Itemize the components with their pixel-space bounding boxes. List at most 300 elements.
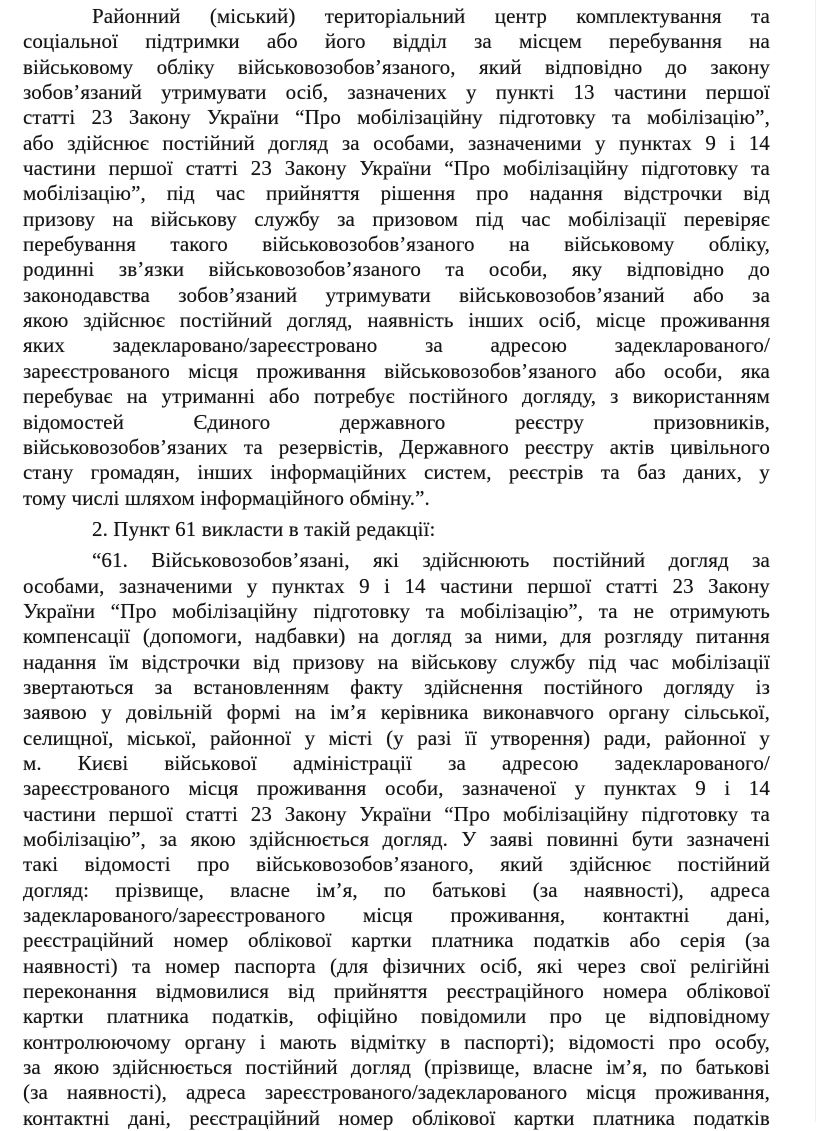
word: військовозобов’язаного, [256, 852, 474, 877]
text-line [23, 156, 770, 181]
word: родинні [23, 257, 95, 282]
word: і [724, 776, 731, 801]
word: догляд [391, 624, 452, 649]
word: військової [164, 750, 257, 775]
word: по [383, 877, 406, 902]
word: сільської, [684, 700, 770, 725]
word: призову [292, 649, 365, 674]
word: адресою [501, 750, 579, 775]
word: здійснює [569, 852, 652, 877]
word: утримувати [325, 282, 431, 307]
word: обліку, [708, 232, 770, 257]
word: за [752, 548, 770, 573]
word: пунктах [603, 776, 677, 801]
word: надання [529, 181, 603, 206]
word: першої [527, 573, 592, 598]
word: заяві [489, 827, 534, 851]
text-line: тому числі шляхом інформаційного обміну.”. [23, 485, 430, 510]
word: мають [279, 1029, 337, 1054]
word: яку [571, 257, 603, 282]
word: відмітку [350, 1029, 427, 1054]
word: м. [23, 750, 42, 775]
word: підготовку [498, 105, 596, 130]
word: і [384, 573, 391, 598]
word: податків [533, 928, 610, 953]
word: до [748, 257, 770, 282]
word: проживання [256, 358, 366, 383]
word: та [751, 4, 770, 28]
text-line [23, 574, 770, 599]
word: ім’я, [316, 877, 358, 902]
word: (за [532, 877, 558, 902]
word: адресою [490, 333, 567, 358]
word: проживання [256, 776, 367, 801]
word: особи, [384, 776, 444, 801]
word: зазначеними [467, 130, 582, 155]
word: проживання [660, 308, 770, 333]
word: соціальної [23, 29, 119, 54]
word: постійний [179, 308, 273, 333]
word: постійний [677, 852, 770, 877]
word: і [259, 1029, 266, 1054]
word: та [750, 156, 770, 181]
text-line [23, 359, 770, 384]
word: на [508, 232, 530, 257]
word: особи, [488, 257, 548, 282]
word: для [560, 624, 592, 649]
word: про [476, 181, 509, 206]
scan-edge-artifact [815, 0, 816, 1122]
word: органу [608, 700, 670, 725]
text-line [23, 384, 770, 409]
word: здійснюють [422, 548, 530, 573]
text-line: 2. Пункт 61 викласти в такій редакції: [92, 516, 436, 541]
word: паспорта [234, 953, 316, 978]
word: органу [184, 1029, 246, 1054]
word: стану [23, 460, 74, 485]
text-line [23, 903, 770, 928]
text-line [23, 80, 770, 105]
word: догляд. [382, 827, 448, 851]
word: центр [494, 4, 547, 28]
text-line [23, 232, 770, 257]
word: зареєстрованого [23, 776, 170, 801]
word: повинні [546, 827, 619, 851]
word: постійного [408, 384, 508, 409]
text-line [23, 257, 770, 282]
word: зобов’язаний [23, 80, 142, 105]
word: відповідному [649, 1004, 770, 1029]
word: проживання, [655, 1080, 770, 1105]
word: військову [150, 206, 237, 231]
word: у [466, 80, 477, 105]
word: 23 [672, 573, 694, 598]
word: розгляду [604, 624, 684, 649]
word: особу, [714, 1029, 770, 1054]
word: 23 [250, 156, 272, 181]
word: потребує [313, 384, 395, 409]
word: відомості [568, 1029, 655, 1054]
word: перебування [23, 232, 136, 257]
word: мобілізацію”, [647, 105, 770, 130]
word: із [755, 674, 770, 699]
word: пункті [495, 80, 555, 105]
word: (за [23, 1080, 48, 1105]
word: якою [190, 827, 236, 851]
text-line [23, 435, 770, 460]
word: якою [23, 308, 69, 333]
word: догляд, [287, 308, 353, 333]
text-line [23, 700, 770, 725]
word: по [660, 1055, 683, 1080]
word: задекларованого/ [614, 750, 770, 775]
word: час [215, 181, 246, 206]
word: зазначеними [118, 573, 233, 598]
word: це [605, 1004, 626, 1029]
text-line [23, 878, 770, 903]
word: який [478, 54, 522, 79]
word: та [445, 257, 465, 282]
word: цивільного [670, 434, 770, 459]
word: мобілізацію”, [460, 598, 584, 623]
word: догляд [268, 130, 329, 155]
text-line [23, 1004, 770, 1029]
text-line [23, 181, 770, 206]
word: надання [23, 649, 97, 674]
word: не [633, 598, 655, 623]
word: платника [106, 1004, 189, 1029]
word: військову [411, 649, 498, 674]
word: на [112, 206, 134, 231]
word: у [304, 725, 316, 750]
word: здійснення [424, 674, 523, 699]
word: місце [596, 308, 646, 333]
word: за [154, 674, 173, 699]
word: мобілізації [671, 649, 770, 674]
word: рішення [380, 181, 456, 206]
word: яка [740, 358, 770, 383]
word: прийняття [333, 979, 428, 1004]
word: 9 [695, 776, 706, 801]
word: здійснює [83, 308, 165, 333]
word: постійний [245, 1055, 338, 1080]
word: ім’я, [605, 1055, 648, 1080]
word: дані, [727, 903, 770, 928]
word: актів [609, 434, 655, 459]
word: у [759, 460, 770, 485]
word: задекларованого/ [614, 333, 770, 358]
word: місця [362, 903, 413, 928]
word: реєстраційний [23, 928, 154, 953]
word: “Про [295, 105, 341, 130]
word: номер [338, 1105, 394, 1130]
text-line [23, 1106, 770, 1131]
word: час [629, 649, 659, 674]
word: постійний [162, 130, 255, 155]
text-line [23, 1080, 770, 1105]
word: частини [23, 156, 96, 181]
word: час [520, 206, 551, 231]
word: їм [109, 649, 129, 674]
word: територіальний [324, 4, 466, 28]
text-line [23, 460, 770, 485]
word: військовозобов’язаний [459, 282, 665, 307]
text-line [23, 333, 770, 358]
word: за [752, 282, 770, 307]
text-line [23, 55, 770, 80]
text-line [23, 4, 770, 29]
word: систем, [423, 460, 492, 485]
word: ради, [603, 725, 652, 750]
text-line [23, 1030, 770, 1055]
word: та [425, 598, 445, 623]
text-line [23, 751, 770, 776]
word: за [473, 29, 492, 54]
word: за [464, 624, 483, 649]
word: на [126, 384, 148, 409]
word: у [595, 130, 606, 155]
word: 9 [359, 573, 370, 598]
word: адміністрації [293, 750, 413, 775]
word: військовозобов’язаного [384, 358, 597, 383]
word: “Про [444, 801, 491, 826]
word: який [500, 852, 543, 877]
word: резервістів, [278, 434, 384, 459]
word: інших [197, 460, 253, 485]
word: мобілізаційну [172, 598, 298, 623]
word: задекларованого/зареєстрованого [23, 903, 326, 928]
word: 23 [250, 801, 272, 826]
word: використанням [632, 384, 770, 409]
word: районної [209, 725, 292, 750]
word: військовозобов’язаних [23, 434, 228, 459]
word: осіб, [285, 80, 329, 105]
word: картки [23, 1004, 84, 1029]
word: зареєстрованого [23, 358, 170, 383]
word: про [549, 1004, 583, 1029]
word: 13 [573, 80, 595, 105]
word: облікової [247, 928, 332, 953]
word: які [373, 548, 400, 573]
word: разі [417, 725, 452, 750]
word: У [461, 827, 477, 851]
word: зареєстрованого/задекларованого [264, 1080, 568, 1105]
document-text [23, 4, 770, 1131]
word: або [614, 358, 646, 383]
text-line [23, 105, 770, 130]
word: зазначені [686, 827, 770, 851]
word: 9 [705, 130, 716, 155]
word: під [475, 206, 504, 231]
word: через [577, 953, 626, 978]
word: на [295, 700, 316, 725]
word: Військовозобов’язані, [151, 548, 350, 573]
word: наявності), [66, 1080, 167, 1105]
word: осіб, [538, 308, 582, 333]
word: місця [188, 358, 239, 383]
word: службу [510, 649, 576, 674]
word: зв’язки [118, 257, 185, 282]
word: службу [254, 206, 320, 231]
word: під [166, 181, 195, 206]
word: статті [185, 801, 238, 826]
word: про [668, 1029, 702, 1054]
word: та [600, 460, 620, 485]
word: картки [513, 1105, 575, 1130]
word: України [23, 598, 96, 623]
word: догляду, [522, 384, 597, 409]
word: місцем [518, 29, 582, 54]
word: задекларовано/зареєстровано [112, 333, 378, 358]
word: 14 [748, 776, 770, 801]
word: батькові [432, 877, 507, 902]
word: Закону [284, 801, 347, 826]
word: серія [679, 928, 726, 953]
word: місця [586, 1080, 637, 1105]
word: батькові [695, 1055, 770, 1080]
word: бути [631, 827, 674, 851]
word: “61. [92, 548, 128, 573]
word: 14 [404, 573, 426, 598]
word: “Про [444, 156, 491, 181]
word: питання [695, 624, 770, 649]
word: від [253, 649, 280, 674]
word: міської, [126, 725, 197, 750]
text-line [23, 283, 770, 308]
word: військовому [23, 54, 134, 79]
word: особами, [23, 573, 105, 598]
word: в [440, 1029, 451, 1054]
word: про [197, 852, 230, 877]
text-line [23, 410, 770, 435]
word: селищної, [23, 725, 114, 750]
word: частини [23, 801, 96, 826]
word: (прізвище, [424, 1055, 520, 1080]
word: або [693, 282, 724, 307]
text-line [23, 624, 770, 649]
word: відділ [392, 29, 447, 54]
word: або [266, 29, 298, 54]
word: за [23, 1055, 41, 1080]
word: проживання, [450, 903, 566, 928]
text-line [23, 308, 770, 333]
word: які [536, 953, 563, 978]
word: релігійні [690, 953, 770, 978]
word: пунктах [619, 130, 692, 155]
text-line [23, 802, 770, 827]
word: догляд [668, 548, 729, 573]
word: особи, [663, 358, 723, 383]
word: перебування [609, 29, 722, 54]
word: реєстрів [508, 460, 584, 485]
word: догляду [663, 674, 735, 699]
word: облікової [686, 979, 770, 1004]
word: утриманні [161, 384, 255, 409]
word: від [288, 979, 315, 1004]
word: за [341, 130, 360, 155]
word: на [377, 649, 399, 674]
word: Києві [77, 750, 129, 775]
word: та [611, 105, 631, 130]
word: фізичних [382, 953, 466, 978]
word: адреса [710, 877, 770, 902]
word: адреса [186, 1080, 246, 1105]
word: власне [230, 877, 291, 902]
word: державного [339, 409, 446, 434]
word: наявності) [23, 953, 118, 978]
word: мобілізації [567, 206, 667, 231]
word: платника [431, 928, 514, 953]
word: комплектування [576, 4, 722, 28]
word: постійного [543, 674, 643, 699]
word: військовозобов’язаного [208, 257, 421, 282]
word: до [665, 54, 688, 79]
word: свої [640, 953, 676, 978]
word: утримувати [161, 80, 267, 105]
word: військовому [564, 232, 675, 257]
text-line [23, 1055, 770, 1080]
word: у [101, 700, 112, 725]
word: номер [165, 953, 221, 978]
text-line [23, 776, 770, 801]
word: призову [23, 206, 96, 231]
word: підготовку [641, 801, 739, 826]
word: обліку [156, 54, 215, 79]
word: першої [108, 156, 173, 181]
word: України [206, 105, 279, 130]
word: частини [613, 80, 687, 105]
word: (міський) [209, 4, 296, 28]
word: на [358, 624, 379, 649]
word: військовозобов’язаного, [237, 54, 456, 79]
word: відповідно [545, 54, 643, 79]
word: такого [170, 232, 228, 257]
word: виконавчого [482, 700, 595, 725]
word: облікової [411, 1105, 496, 1130]
word: районної [664, 725, 746, 750]
word: підготовку [641, 156, 739, 181]
word: підготовку [313, 598, 411, 623]
word: за [337, 206, 355, 231]
word: встановленням [193, 674, 330, 699]
word: з [610, 384, 619, 409]
word: першої [108, 801, 173, 826]
text-line [23, 650, 770, 675]
word: номера [602, 979, 668, 1004]
word: заявою [23, 700, 87, 725]
word: номер [173, 928, 229, 953]
word: утворення) [490, 725, 591, 750]
word: під [588, 649, 617, 674]
word: та [243, 434, 263, 459]
word: прийняття [265, 181, 360, 206]
word: від [743, 181, 770, 206]
text-line [23, 207, 770, 232]
word: довільній [126, 700, 213, 725]
word: реєстраційний [189, 1105, 321, 1130]
word: факту [350, 674, 404, 699]
word: та [131, 953, 151, 978]
word: 23 [91, 105, 113, 130]
word: реєстру [524, 434, 594, 459]
paragraph [23, 548, 770, 1131]
text-line [23, 979, 770, 1004]
word: Закону [128, 105, 191, 130]
word: відстрочки [141, 649, 241, 674]
word: надбавки) [255, 624, 346, 649]
paragraph [23, 4, 770, 511]
word: у [759, 725, 770, 750]
